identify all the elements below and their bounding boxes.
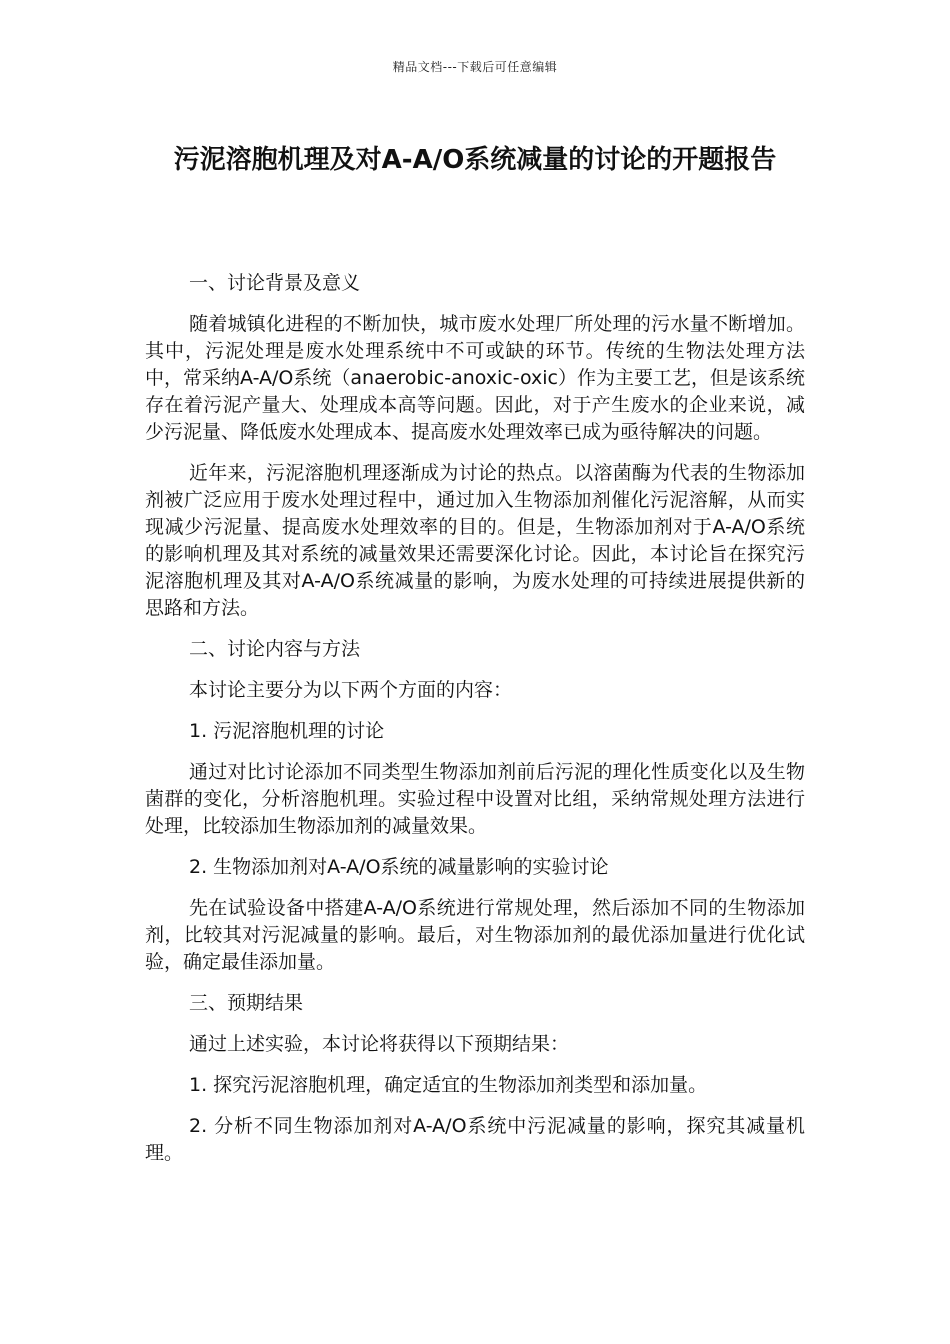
paragraph-background-2: 近年来，污泥溶胞机理逐渐成为讨论的热点。以溶菌酶为代表的生物添加剂被广泛应用于废水处理过程中，通过加入生物添加剂催化污泥溶解，从而实现减少污泥量、提高废水处理效率的目的。但是，生物添加剂对于A-A/O系统的影响机理及其对系统的减量效果还需要深化讨论。因此，本讨论旨在探究污泥溶胞机理及其对A-A/O系统减量的影响，为废水处理的可持续进展提供新的思路和方法。 — [145, 462, 805, 619]
paragraph-mechanism: 通过对比讨论添加不同类型生物添加剂前后污泥的理化性质变化以及生物菌群的变化，分析溶胞机理。实验过程中设置对比组，采纳常规处理方法进行处理，比较添加生物添加剂的减量效果。 — [145, 761, 805, 837]
section-heading-background: 一、讨论背景及意义 — [189, 272, 361, 294]
section-heading-content-methods: 二、讨论内容与方法 — [189, 638, 361, 660]
list-item-heading-experiment: 2. 生物添加剂对A-A/O系统的减量影响的实验讨论 — [189, 856, 609, 878]
list-item-heading-mechanism: 1. 污泥溶胞机理的讨论 — [189, 720, 385, 742]
list-item-result-1: 1. 探究污泥溶胞机理，确定适宜的生物添加剂类型和添加量。 — [189, 1074, 708, 1096]
paragraph-content-intro: 本讨论主要分为以下两个方面的内容： — [189, 679, 513, 701]
list-item-result-2: 2. 分析不同生物添加剂对A-A/O系统中污泥减量的影响，探究其减量机理。 — [145, 1115, 805, 1164]
paragraph-results-intro: 通过上述实验，本讨论将获得以下预期结果： — [189, 1033, 570, 1055]
paragraph-background-1: 随着城镇化进程的不断加快，城市废水处理厂所处理的污水量不断增加。其中，污泥处理是废水处理系统中不可或缺的环节。传统的生物法处理方法中，常采纳A-A/O系统（anaerobic-anoxic-oxic）作为主要工艺，但是该系统存在着污泥产量大、处理成本高等问题。因此，对于产生废水的企业来说，减少污泥量、降低废水处理成本、提高废水处理效率已成为亟待解决的问题。 — [145, 313, 805, 443]
header-note: 精品文档---下载后可任意编辑 — [392, 60, 558, 74]
document-title: 污泥溶胞机理及对A-A/O系统减量的讨论的开题报告 — [173, 145, 777, 175]
document-body — [145, 270, 805, 1181]
section-heading-expected-results: 三、预期结果 — [189, 992, 304, 1014]
paragraph-experiment: 先在试验设备中搭建A-A/O系统进行常规处理，然后添加不同的生物添加剂，比较其对污泥减量的影响。最后，对生物添加剂的最优添加量进行优化试验，确定最佳添加量。 — [145, 897, 805, 973]
